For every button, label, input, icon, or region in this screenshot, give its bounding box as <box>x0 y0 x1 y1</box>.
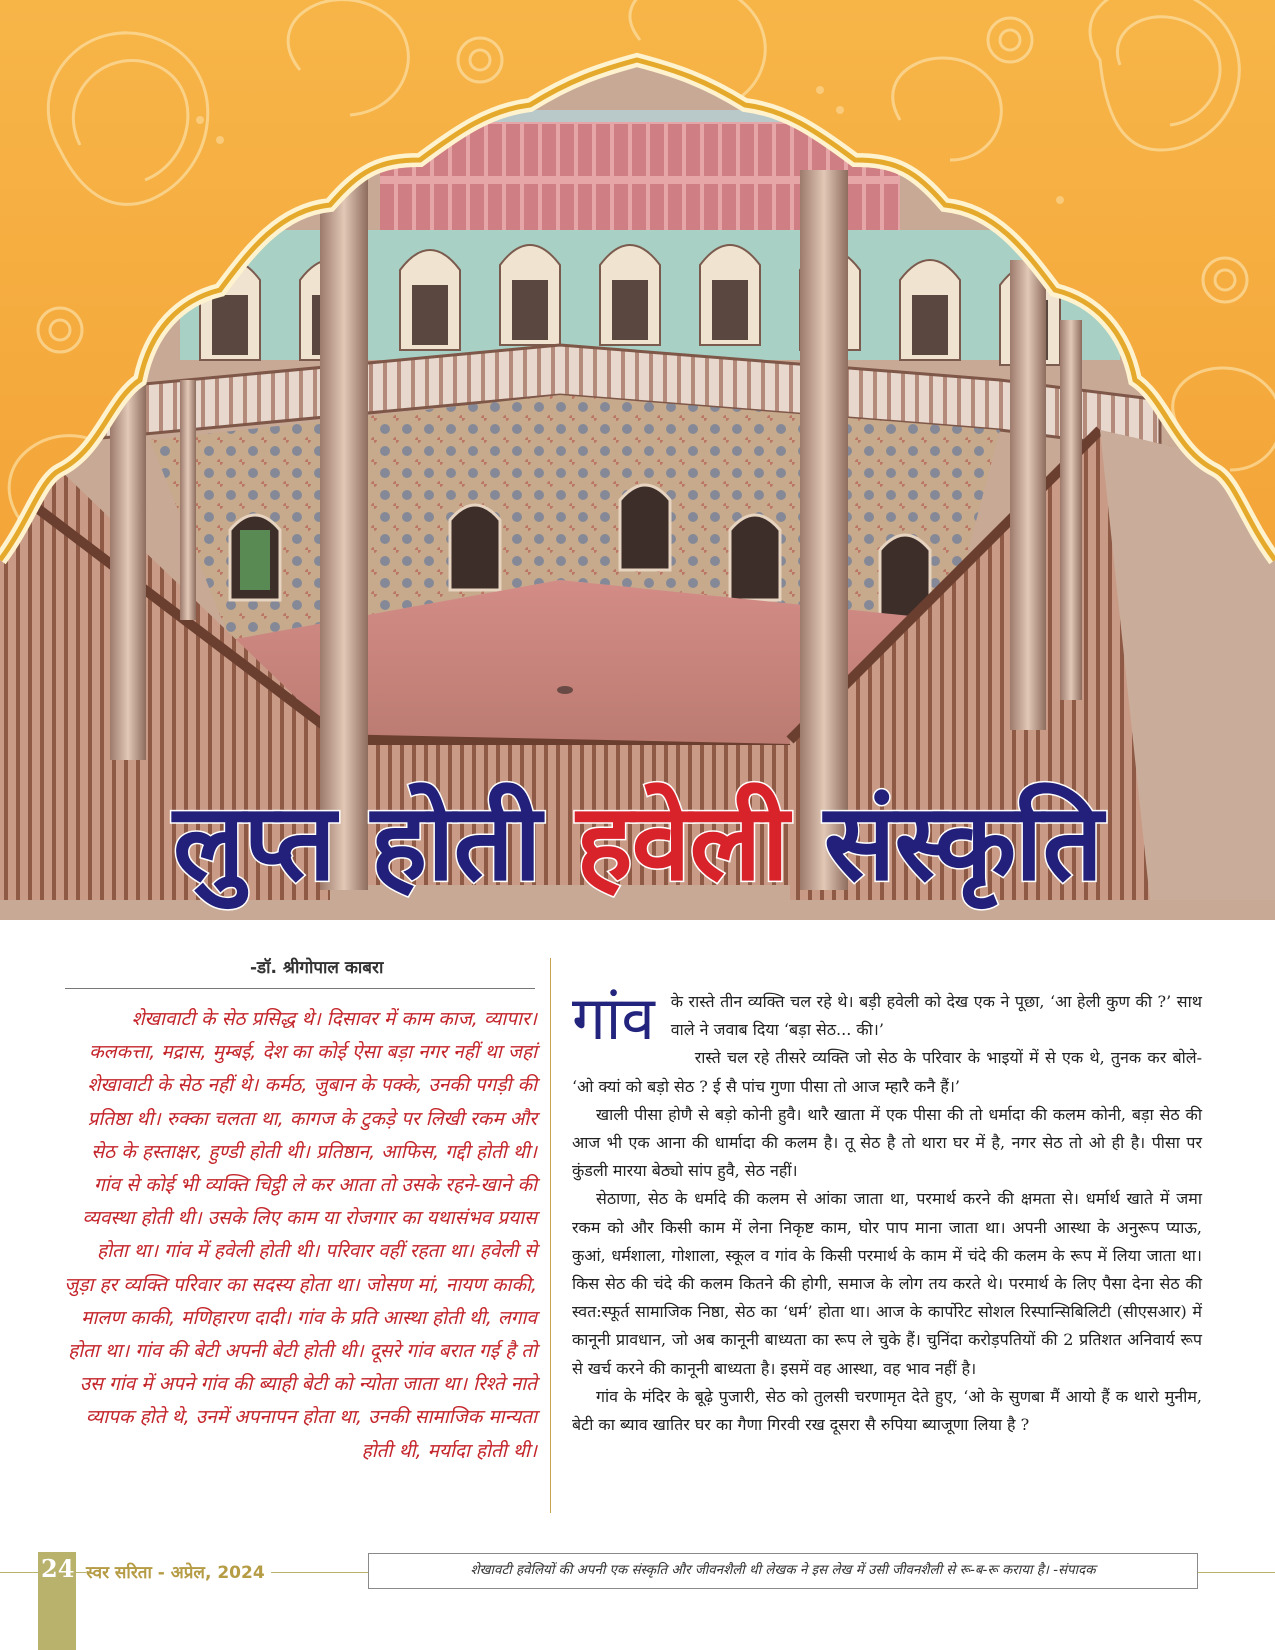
title-part-3: संस्कृति <box>823 781 1102 904</box>
intro-paragraph: शेखावाटी के सेठ प्रसिद्ध थे। दिसावर में काम काज, व्यापार। कलकत्ता, मद्रास, मुम्बई, देश का कोई ऐसा बड़ा नगर नहीं था जहां शेखावाटी के सेठ नहीं थे। कर्मठ, जुबान के पक्के, उनकी पगड़ी की प्रतिष्ठा थी। रुक्का चलता था, कागज के टुकड़े पर लिखी रकम और सेठ के हस्ताक्षर, हुण्डी होती थी। प्रतिष्ठान, आफिस, गद्दी होती थी। गांव से कोई भी व्यक्ति चिट्ठी ले कर आता तो उसके रहने-खाने की व्यवस्था होती थी। उसके लिए काम या रोजगार का यथासंभव प्रयास होता था। गांव में हवेली होती थी। परिवार वहीं रहता था। हवेली से जुड़ा हर व्यक्ति परिवार का सदस्य होता था। जोसण मां, नायण काकी, मालण काकी, मणिहारण दादी। गांव के प्रति आस्था होती थी, लगाव होता था। गांव की बेटी अपनी बेटी होती थी। दूसरे गांव बरात गई है तो उस गांव में अपने गांव की ब्याही बेटी को न्योता जाता था। रिश्ते नाते व्यापक होते थे, उनमें अपनापन होता था, उनकी सामाजिक मान्यता होती थी, मर्यादा होती थी। <box>64 1008 537 1462</box>
title-part-1: लुप्त होती <box>173 781 541 904</box>
body-paragraph-5: गांव के मंदिर के बूढ़े पुजारी, सेठ को तुलसी चरणामृत देते हुए, ‘ओ के सुणबा मैं आयो हैं क थारो मुनीम, बेटी का ब्याव खातिर घर का गैणा गिरवी रख दूसरा सै रुपिया ब्याजूणा लिया है ? <box>572 1386 1202 1435</box>
column-divider <box>550 958 551 1513</box>
byline-divider <box>65 988 535 989</box>
body-paragraph-4: सेठाणा, सेठ के धर्मादे की कलम से आंका जाता था, परमार्थ करने की क्षमता से। धर्मार्थ खाते में जमा रकम को और किसी काम में लेना निकृष्ट काम, घोर पाप माना जाता था। अपनी आस्था के अनुरूप प्याऊ, कुआं, धर्मशाला, गोशाला, स्कूल व गांव के किसी परमार्थ के काम में चंदे की कलम के रूप में लिया जाता था। किस सेठ की चंदे की कलम कितने की होगी, समाज के लोग तय करते थे। परमार्थ के लिए पैसा देना सेठ की स्वत:स्फूर्त सामाजिक निष्ठा, सेठ का ‘धर्म’ होता था। आज के कार्पोरेट सोशल रिस्पान्सिबिलिटी (सीएसआर) में कानूनी प्रावधान, जो अब कानूनी बाध्यता का रूप ले चुके हैं। चुनिंदा करोड़पतियों की 2 प्रतिशत अनिवार्य रूप से खर्च करने की कानूनी बाध्यता है। इसमें वह आस्था, वह भाव नहीं है। <box>572 1189 1202 1378</box>
editor-note: शेखावटी हवेलियों की अपनी एक संस्कृति और जीवनशैली थी लेखक ने इस लेख में उसी जीवनशैली से रू-ब-रू कराया है। -संपादक <box>368 1553 1198 1589</box>
body-paragraph-1: के रास्ते तीन व्यक्ति चल रहे थे। बड़ी हवेली को देख एक ने पूछा, ‘आ हेली कुण की ?’ साथ वाले ने जवाब दिया ‘बड़ा सेठ... की।’ <box>670 992 1202 1040</box>
title-part-2: हवेली <box>576 781 788 904</box>
author-byline: -डॉ. श्रीगोपाल काबरा <box>250 958 384 978</box>
body-paragraph-2: रास्ते चल रहे तीसरे व्यक्ति जो सेठ के परिवार के भाइयों में से एक थे, तुनक कर बोले- ‘ओ क्यां को बड़ो सेठ ? ई सै पांच गुणा पीसा तो आज म्हारै कनै हैं।’ <box>572 1048 1202 1096</box>
article-title <box>0 781 1275 904</box>
magazine-name: स्वर सरिता - अप्रेल, 2024 <box>86 1560 271 1583</box>
drop-cap: गांव <box>572 984 655 1054</box>
body-paragraph-3: खाली पीसा होणै से बड़ो कोनी हुवै। थारै खाता में एक पीसा की तो धर्मादा की कलम कोनी, बड़ा सेठ की आज भी एक आना की धार्मादा की कलम है। तू सेठ है तो थारा घर में है, नगर सेठ तो ओ ही है। पीसा पर कुंडली मारया बेठ्यो सांप हुवै, सेठ नहीं। <box>572 1104 1202 1181</box>
page-number: 24 <box>41 1554 75 1583</box>
article-body <box>572 984 1202 1439</box>
